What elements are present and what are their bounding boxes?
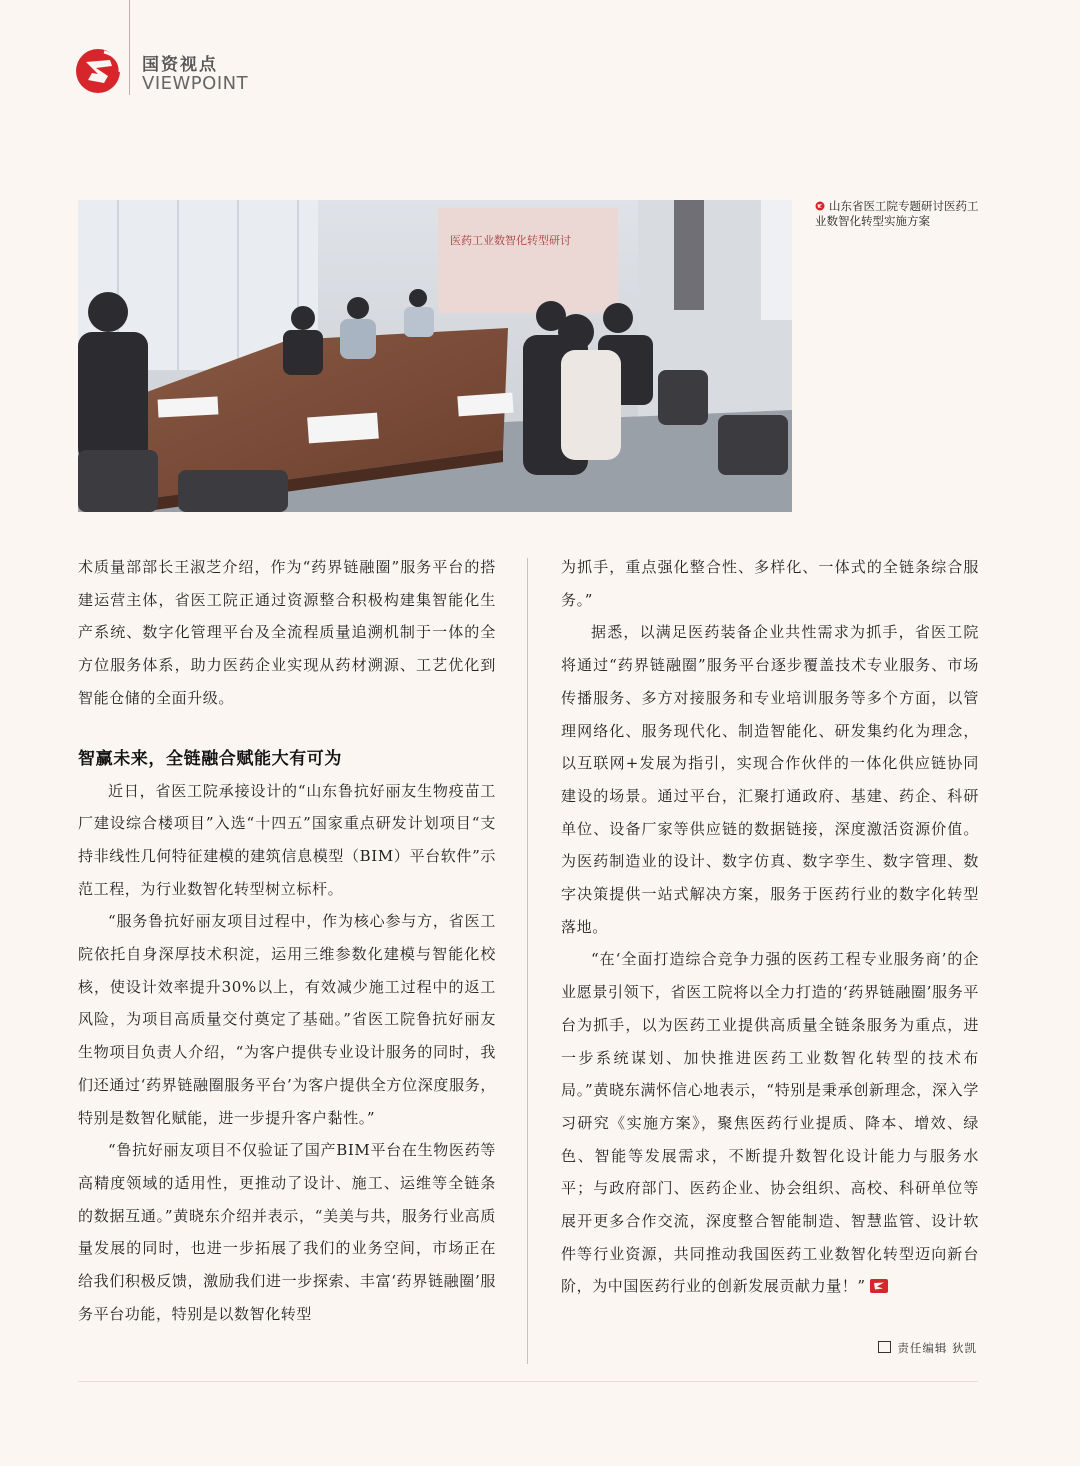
editor-credit [878, 1340, 977, 1356]
paragraph: “鲁抗好丽友项目不仅验证了国产BIM平台在生物医药等高精度领域的适用性，更推动了设计、施工、运维等全链条的数据互通。”黄晓东介绍并表示，“美美与共，服务行业高质量发展的同时，也进一步拓展了我们的业务空间，市场正在给我们积极反馈，激励我们进一步探索、丰富‘药界链融圈’服务平台功能，特别是以数智化转型 [78, 1141, 496, 1323]
screen-text: 医药工业数智化转型研讨 [450, 234, 571, 247]
caption-text: 山东省医工院专题研讨医药工业数智化转型实施方案 [815, 199, 979, 228]
intro-paragraph: 术质量部部长王淑芝介绍，作为“药界链融圈”服务平台的搭建运营主体，省医工院正通过资源整合积极构建集智能化生产系统、数字化管理平台及全流程质量追溯机制于一体的全方位服务体系，助力医药企业实现从药材溯源、工艺优化到智能仓储的全面升级。 [78, 558, 496, 707]
paragraph: “服务鲁抗好丽友项目过程中，作为核心参与方，省医工院依托自身深厚技术积淀，运用三维参数化建模与智能化校核，使设计效率提升30%以上，有效减少施工过程中的返工风险，为项目高质量交付奠定了基础。”省医工院鲁抗好丽友生物项目负责人介绍，“为客户提供专业设计服务的同时，我们还通过‘药界链融圈服务平台’为客户提供全方位深度服务，特别是数智化赋能，进一步提升客户黏性。” [78, 912, 496, 1127]
editor-box-icon [878, 1341, 891, 1353]
editor-text: 责任编辑 狄凯 [897, 1341, 977, 1355]
paragraph [561, 943, 979, 1303]
section-title-en: VIEWPOINT [142, 73, 249, 94]
paragraph: 据悉，以满足医药装备企业共性需求为抓手，省医工院将通过“药界链融圈”服务平台逐步覆盖技术专业服务、市场传播服务、多方对接服务和专业培训服务等多个方面，以管理网络化、服务现代化、制造智能化、研发集约化为理念，以互联网+发展为指引，实现合作伙伴的一体化供应链协同建设的场景。通过平台，汇聚打通政府、基建、药企、科研单位、设备厂家等供应链的数据链接，深度激活资源价值。为医药制造业的设计、数字仿真、数字孪生、数字管理、数字决策提供一站式解决方案，服务于医药行业的数字化转型落地。 [561, 623, 979, 936]
column-divider [527, 558, 528, 1364]
closing-paragraph-text: “在‘全面打造综合竞争力强的医药工程专业服务商’的企业愿景引领下，省医工院将以全力打造的‘药界链融圈’服务平台为抓手，以为医药工业提供高质量全链条服务为重点，进一步系统谋划、加快推进医药工业数智化转型的技术布局。”黄晓东满怀信心地表示，“特别是秉承创新理念，深入学习研究《实施方案》，聚焦医药行业提质、降本、增效、绿色、智能等发展需求，不断提升数智化设计能力与服务水平；与政府部门、医药企业、协会组织、高校、科研单位等展开更多合作交流，深度整合智能制造、智慧监管、设计软件等行业资源，共同推动我国医药工业数智化转型迈向新台阶，为中国医药行业的创新发展贡献力量！” [561, 950, 979, 1296]
paragraph: 近日，省医工院承接设计的“山东鲁抗好丽友生物疫苗工厂建设综合楼项目”入选“十四五”国家重点研发计划项目“支持非线性几何特征建模的建筑信息模型（BIM）平台软件”示范工程，为行业数智化转型树立标杆。 [78, 781, 496, 898]
subheading: 智赢未来，全链融合赋能大有可为 [78, 748, 342, 769]
photo-caption [815, 199, 985, 229]
section-title-cn: 国资视点 [142, 55, 218, 75]
caption-logo-icon [815, 201, 825, 211]
right-column [561, 551, 979, 1303]
magazine-logo-icon [74, 46, 124, 96]
left-column [78, 551, 496, 1330]
continued-paragraph: 为抓手，重点强化整合性、多样化、一体式的全链条综合服务。” [561, 558, 979, 609]
meeting-photo [78, 200, 792, 512]
header-divider [129, 0, 130, 95]
footer-divider [78, 1381, 978, 1382]
end-mark-icon [870, 1279, 888, 1293]
